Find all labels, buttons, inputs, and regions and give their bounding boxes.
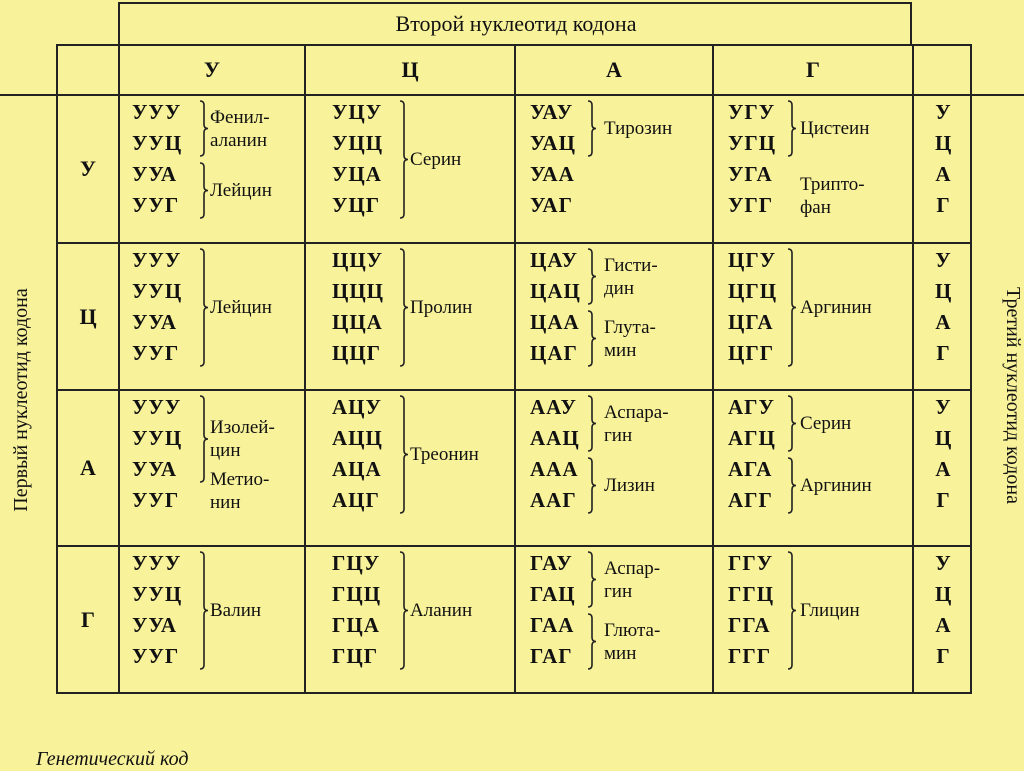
codon: УУЦ [132, 131, 183, 155]
codon: АГЦ [728, 426, 776, 450]
brace [198, 248, 210, 367]
table-border [970, 44, 972, 694]
codon: ААГ [530, 488, 577, 512]
codon: АЦУ [332, 395, 382, 419]
third-nucleotide-letter: У [935, 395, 951, 419]
codon: АЦА [332, 457, 382, 481]
codon: УУЦ [132, 426, 183, 450]
third-nucleotide-letter: У [935, 248, 951, 272]
column-header-a: А [606, 57, 622, 82]
table-border [712, 44, 714, 694]
codon: ЦЦУ [332, 248, 384, 272]
codon: ЦАЦ [530, 279, 581, 303]
codon: УАА [530, 162, 575, 186]
column-header-g: Г [806, 57, 820, 82]
amino-acid-label: Аланин [410, 600, 473, 621]
second-nucleotide-title: Второй нуклеотид кодона [395, 11, 637, 36]
third-nucleotide-label: Третий нуклеотид кодона [1002, 287, 1024, 504]
codon: ЦГУ [728, 248, 777, 272]
third-nucleotide-letter: Г [936, 193, 950, 217]
brace [586, 551, 598, 608]
codon: ЦЦЦ [332, 279, 385, 303]
amino-acid-label: Аргинин [800, 475, 872, 496]
codon: УУА [132, 310, 177, 334]
codon: УГЦ [728, 131, 777, 155]
column-header-u: У [203, 57, 221, 82]
brace [398, 395, 410, 514]
codon: ЦЦА [332, 310, 383, 334]
amino-acid-label: Метио- нин [210, 469, 270, 513]
brace [786, 551, 798, 670]
amino-acid-label: Валин [210, 600, 262, 621]
codon: ЦГА [728, 310, 774, 334]
amino-acid-label: Тирозин [604, 118, 673, 139]
amino-acid-label: Изолей- цин [210, 417, 275, 461]
amino-acid-label: Аргинин [800, 297, 872, 318]
third-nucleotide-letter: Ц [935, 582, 952, 606]
third-nucleotide-letter: А [935, 162, 951, 186]
codon: ГГЦ [728, 582, 775, 606]
amino-acid-label: Пролин [410, 297, 473, 318]
brace [586, 395, 598, 452]
codon: ГЦГ [332, 644, 379, 668]
codon: УЦУ [332, 100, 383, 124]
table-border [912, 44, 914, 694]
brace [198, 551, 210, 670]
codon: ЦЦГ [332, 341, 382, 365]
amino-acid-label: Гисти- дин [604, 254, 658, 299]
brace [398, 551, 410, 670]
third-nucleotide-letter: А [935, 457, 951, 481]
brace [586, 248, 598, 305]
brace [786, 100, 798, 157]
codon: УУГ [132, 644, 180, 668]
third-nucleotide-letter: Г [936, 644, 950, 668]
third-nucleotide-letter: А [935, 613, 951, 637]
amino-acid-label: Глицин [800, 600, 860, 621]
codon: УГГ [728, 193, 774, 217]
third-nucleotide-letter: Ц [935, 426, 952, 450]
codon: ГГГ [728, 644, 772, 668]
footer-caption: Генетический код [36, 748, 189, 770]
codon: ЦГГ [728, 341, 775, 365]
third-nucleotide-letter: У [935, 551, 951, 575]
codon: УГУ [728, 100, 776, 124]
table-border [514, 44, 516, 694]
codon: УУЦ [132, 582, 183, 606]
codon: ГЦУ [332, 551, 381, 575]
codon: ААА [530, 457, 579, 481]
codon: УАЦ [530, 131, 576, 155]
amino-acid-label: Аспар- гин [604, 557, 661, 602]
codon: УУГ [132, 488, 180, 512]
column-header-c: Ц [401, 57, 419, 82]
amino-acid-label: Серин [410, 149, 462, 170]
amino-acid-label: Трипто- фан [800, 174, 865, 218]
codon: ЦАГ [530, 341, 578, 365]
codon: ГАУ [530, 551, 573, 575]
codon: УУА [132, 162, 177, 186]
brace [786, 457, 798, 514]
codon: ЦАУ [530, 248, 579, 272]
codon: УУУ [132, 395, 182, 419]
amino-acid-label: Фенил- аланин [210, 106, 270, 151]
codon: ГАА [530, 613, 575, 637]
amino-acid-label: Глюта- мин [604, 619, 661, 664]
amino-acid-label: Аспара- гин [604, 401, 669, 446]
row-header-c: Ц [79, 303, 97, 329]
third-nucleotide-letter: Ц [935, 131, 952, 155]
third-nucleotide-letter: Г [936, 341, 950, 365]
brace [398, 248, 410, 367]
codon: АЦГ [332, 488, 380, 512]
codon: УУУ [132, 100, 182, 124]
brace [198, 162, 210, 219]
brace [398, 100, 410, 219]
codon: ЦАА [530, 310, 580, 334]
brace [786, 248, 798, 367]
brace [198, 395, 210, 483]
codon: УУУ [132, 551, 182, 575]
codon: АГА [728, 457, 773, 481]
codon: ГАЦ [530, 582, 576, 606]
brace [586, 100, 598, 157]
table-border [304, 44, 306, 694]
codon: УЦЦ [332, 131, 384, 155]
codon: ЦГЦ [728, 279, 778, 303]
amino-acid-label: Цистеин [800, 118, 870, 139]
amino-acid-label: Глута- мин [604, 316, 656, 361]
amino-acid-label: Треонин [410, 444, 479, 465]
codon: УУУ [132, 248, 182, 272]
codon: УУГ [132, 341, 180, 365]
third-nucleotide-letter: Г [936, 488, 950, 512]
codon: ГЦА [332, 613, 380, 637]
codon: УАУ [530, 100, 574, 124]
codon: УУА [132, 457, 177, 481]
amino-acid-label: Серин [800, 413, 852, 434]
brace [586, 457, 598, 514]
codon: ГЦЦ [332, 582, 382, 606]
brace [586, 613, 598, 670]
third-nucleotide-letter: У [935, 100, 951, 124]
brace [586, 310, 598, 367]
row-header-a: А [80, 455, 96, 480]
first-nucleotide-label: Первый нуклеотид кодона [10, 288, 32, 512]
third-nucleotide-letter: А [935, 310, 951, 334]
codon: УАГ [530, 193, 573, 217]
codon: ААЦ [530, 426, 580, 450]
codon: ГГА [728, 613, 771, 637]
codon: УЦА [332, 162, 382, 186]
codon: УУА [132, 613, 177, 637]
row-header-u: У [79, 156, 97, 181]
codon: ГАГ [530, 644, 573, 668]
codon: ГГУ [728, 551, 774, 575]
codon: УГА [728, 162, 773, 186]
amino-acid-label: Лейцин [210, 180, 272, 201]
brace [786, 395, 798, 452]
row-header-g: Г [81, 606, 95, 632]
third-nucleotide-letter: Ц [935, 279, 952, 303]
codon: УУГ [132, 193, 180, 217]
table-border [118, 44, 120, 694]
codon: УУЦ [132, 279, 183, 303]
codon: АЦЦ [332, 426, 383, 450]
codon: АГУ [728, 395, 775, 419]
amino-acid-label: Лизин [604, 475, 655, 496]
codon: УЦГ [332, 193, 381, 217]
brace [198, 100, 210, 157]
codon: АГГ [728, 488, 773, 512]
table-border [0, 94, 1024, 96]
codon: ААУ [530, 395, 577, 419]
amino-acid-label: Лейцин [210, 297, 272, 318]
